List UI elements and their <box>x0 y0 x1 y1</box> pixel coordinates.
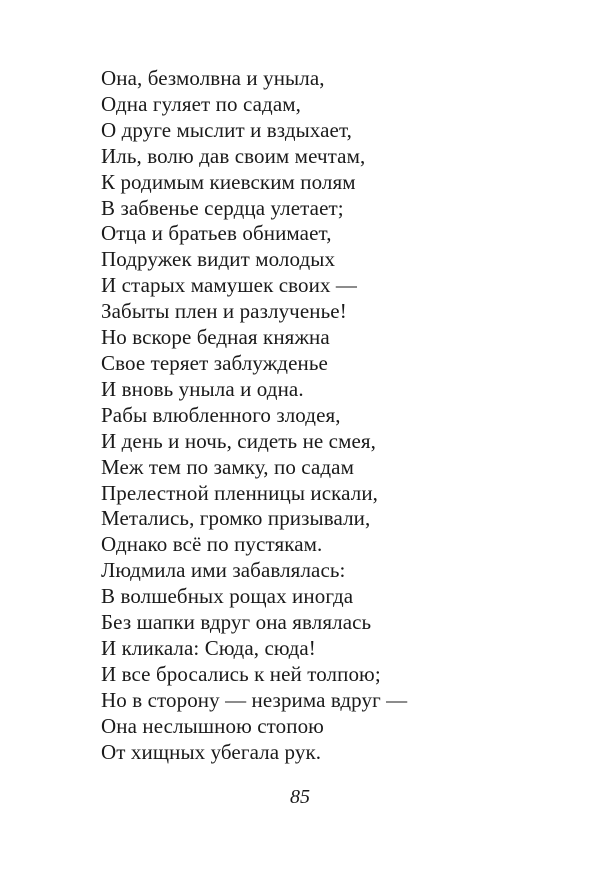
poem-line: От хищных убегала рук. <box>101 739 322 764</box>
poem-line: И вновь уныла и одна. <box>101 376 304 401</box>
poem-line: И все бросались к ней толпою; <box>101 661 381 686</box>
poem-line: Забыты плен и разлученье! <box>101 299 347 324</box>
page-number: 85 <box>290 786 310 808</box>
poem-line: Но в сторону — незрима вдруг — <box>101 687 408 712</box>
poem-line: Она неслышною стопою <box>101 713 324 738</box>
poem-line: Отца и братьев обнимает, <box>101 221 332 246</box>
poem-line: Иль, волю дав своим мечтам, <box>101 143 366 168</box>
poem-line: Меж тем по замку, по садам <box>101 454 354 479</box>
poem-line: Однако всё по пустякам. <box>101 532 323 557</box>
poem-line: О друге мыслит и вздыхает, <box>101 117 353 142</box>
poem-line: Свое теряет заблужденье <box>101 350 328 375</box>
poem-line: Одна гуляет по садам, <box>101 91 301 116</box>
poem-line: И старых мамушек своих — <box>101 273 358 298</box>
poem-line: В забвенье сердца улетает; <box>101 195 344 220</box>
poem-line: И день и ночь, сидеть не смея, <box>101 428 377 453</box>
poem-line: К родимым киевским полям <box>101 169 356 194</box>
poem-line: Прелестной пленницы искали, <box>101 480 379 505</box>
poem-line: Она, безмолвна и уныла, <box>101 66 325 90</box>
poem-line: Метались, громко призывали, <box>101 506 371 531</box>
poem-line: Но вскоре бедная княжна <box>101 325 330 350</box>
poem-line: Людмила ими забавлялась: <box>101 558 346 583</box>
poem-line: В волшебных рощах иногда <box>101 584 354 609</box>
poem-line: Без шапки вдруг она являлась <box>101 610 372 635</box>
poem-text <box>101 66 481 765</box>
poem-line: Рабы влюбленного злодея, <box>101 402 341 427</box>
poem-line: Подружек видит молодых <box>101 247 336 272</box>
poem-line: И кликала: Сюда, сюда! <box>101 635 316 660</box>
